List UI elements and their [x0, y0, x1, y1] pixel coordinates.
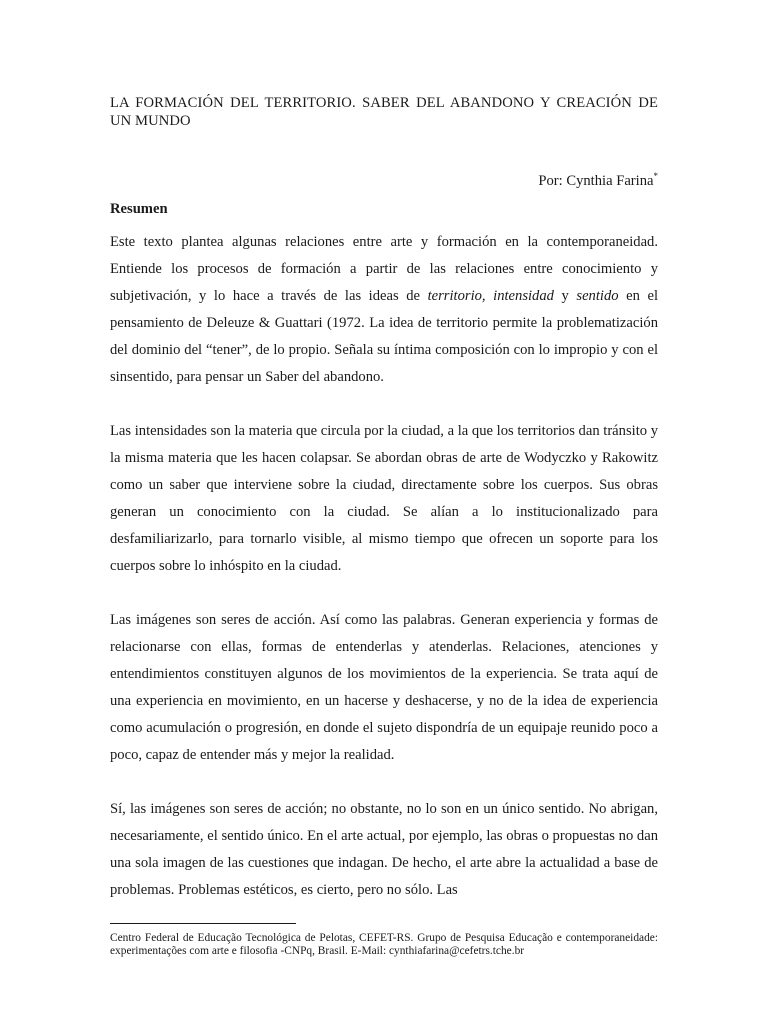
paragraph-1-text-a: Este texto plantea algunas relaciones entre arte y formación en la contemporaneidad. Entiende los procesos de formación a partir de las relaciones entre conocimiento y subjetivación, y lo hace a través de las ideas de: [110, 234, 658, 304]
author-footnote-mark: *: [653, 171, 658, 181]
paragraph-2: Las intensidades son la materia que circula por la ciudad, a la que los territorios dan tránsito y la misma materia que les hacen colapsar. Se abordan obras de arte de Wodyczko y Rakowitz como un saber que interviene sobre la ciudad, directamente sobre los cuerpos. Sus obras generan un conocimiento con la ciudad. Se alían a lo institucionalizado para desfamiliarizarlo, para tornarlo visible, al mismo tiempo que ofrecen un soporte para los cuerpos sobre lo inhóspito en la ciudad.: [110, 423, 658, 574]
section-heading-resumen: Resumen: [110, 201, 168, 217]
paragraph-3: Las imágenes son seres de acción. Así como las palabras. Generan experiencia y formas de relacionarse con ellas, formas de entenderlas y atenderlas. Relaciones, atenciones y entendimientos constituyen algunos de los movimientos de la experiencia. Se trata aquí de una experiencia en movimiento, en un hacerse y deshacerse, y no de la idea de experiencia como acumulación o progresión, en donde el sujeto dispondría de un equipaje reunido poco a poco, capaz de entender más y mejor la realidad.: [110, 612, 658, 763]
document-page: [110, 0, 658, 1024]
paragraph-1-join: y: [553, 288, 577, 304]
paragraph-1-term-sentido: sentido: [576, 288, 619, 304]
footnote-text: Centro Federal de Educação Tecnológica de Pelotas, CEFET-RS. Grupo de Pesquisa Educação e contemporaneidade: experimentações com arte e filosofia -CNPq, Brasil. E-Mail: cynthiafarina@cefetrs.tche.br: [110, 932, 658, 957]
author-line: [538, 172, 658, 190]
paragraph-1-text-b: en el pensamiento de Deleuze & Guattari (1972. La idea de territorio permite la problematización del dominio del “tener”, de lo propio. Señala su íntima composición con lo impropio y con el sinsentido, para pensar un Saber del abandono.: [110, 288, 659, 385]
footnote-divider: [110, 923, 296, 924]
document-title: LA FORMACIÓN DEL TERRITORIO. SABER DEL ABANDONO Y CREACIÓN DE UN MUNDO: [110, 95, 658, 129]
paragraph-1: [110, 229, 658, 391]
paragraph-1-term-territorio: territorio, intensidad: [427, 288, 554, 304]
paragraph-4: Sí, las imágenes son seres de acción; no obstante, no lo son en un único sentido. No abrigan, necesariamente, el sentido único. En el arte actual, por ejemplo, las obras o propuestas no dan una sola imagen de las cuestiones que indagan. De hecho, el arte abre la actualidad a base de problemas. Problemas estéticos, es cierto, pero no sólo. Las: [110, 801, 658, 898]
author-name: Por: Cynthia Farina: [538, 173, 654, 189]
abstract-body: [110, 229, 658, 931]
